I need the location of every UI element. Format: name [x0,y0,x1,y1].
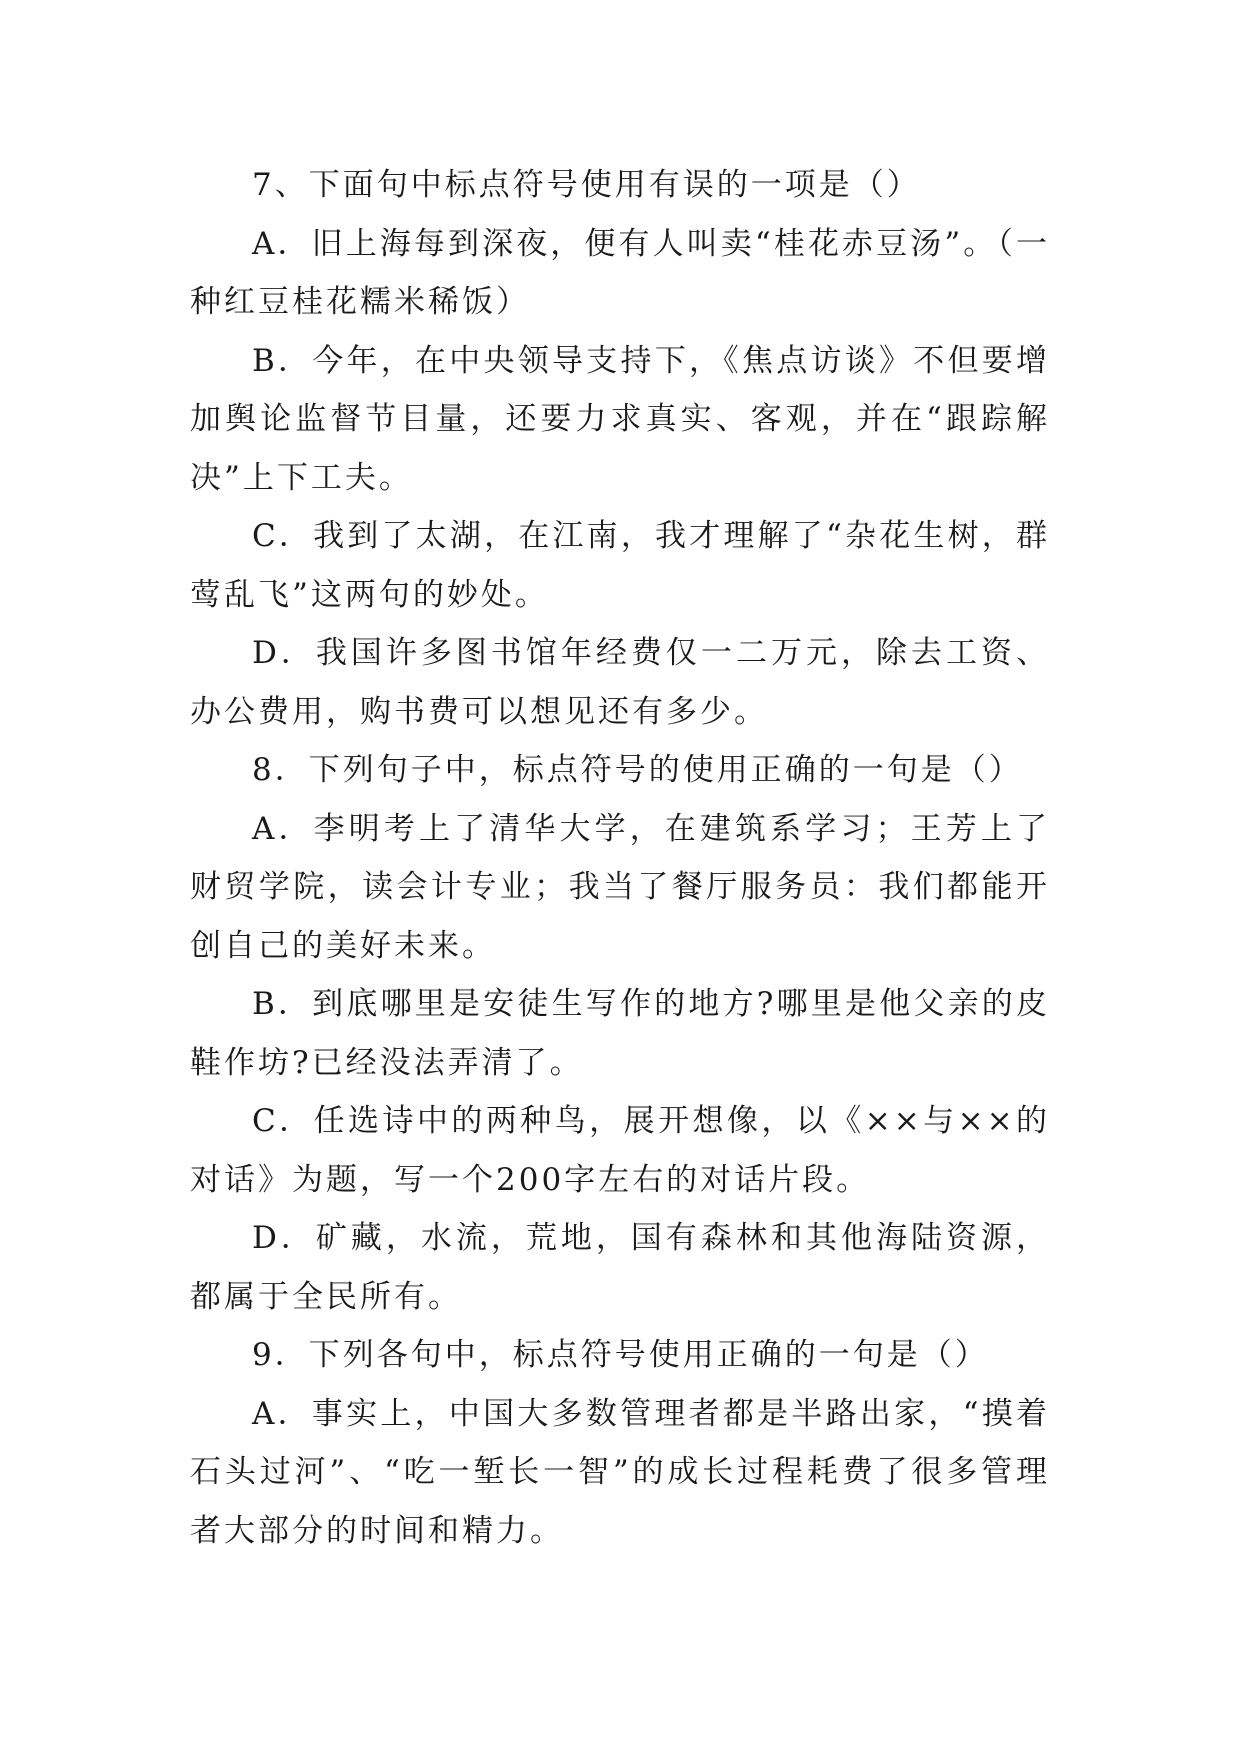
question-7-option-b: B．今年，在中央领导支持下，《焦点访谈》不但要增加舆论监督节目量，还要力求真实、客观，并在“跟踪解决”上下工夫。 [190,342,1050,496]
question-8-option-a: A．李明考上了清华大学，在建筑系学习；王芳上了财贸学院，读会计专业；我当了餐厅服务员：我们都能开创自己的美好未来。 [190,810,1050,964]
question-8-stem: 8．下列句子中，标点符号的使用正确的一句是（） [252,752,1023,788]
question-8-option-d: D．矿藏，水流，荒地，国有森林和其他海陆资源，都属于全民所有。 [190,1220,1050,1315]
question-7-option-a: A．旧上海每到深夜，便有人叫卖“桂花赤豆汤”。（一种红豆桂花糯米稀饭） [190,225,1050,320]
question-8-option-b: B．到底哪里是安徒生写作的地方?哪里是他父亲的皮鞋作坊?已经没法弄清了。 [190,986,1050,1081]
question-9-option-a: A．事实上，中国大多数管理者都是半路出家，“摸着石头过河”、“吃一堑长一智”的成长过程耗费了很多管理者大部分的时间和精力。 [190,1395,1050,1549]
question-8-option-c: C．任选诗中的两种鸟，展开想像，以《××与××的对话》为题，写一个200字左右的对话片段。 [190,1103,1050,1198]
question-7-option-d: D．我国许多图书馆年经费仅一二万元，除去工资、办公费用，购书费可以想见还有多少。 [190,635,1050,730]
question-9-stem: 9．下列各句中，标点符号使用正确的一句是（） [252,1337,989,1373]
question-7-stem: 7、下面句中标点符号使用有误的一项是（） [252,167,921,203]
document-body [190,156,1050,1560]
question-7-option-c: C．我到了太湖，在江南，我才理解了“杂花生树，群莺乱飞”这两句的妙处。 [190,518,1050,613]
